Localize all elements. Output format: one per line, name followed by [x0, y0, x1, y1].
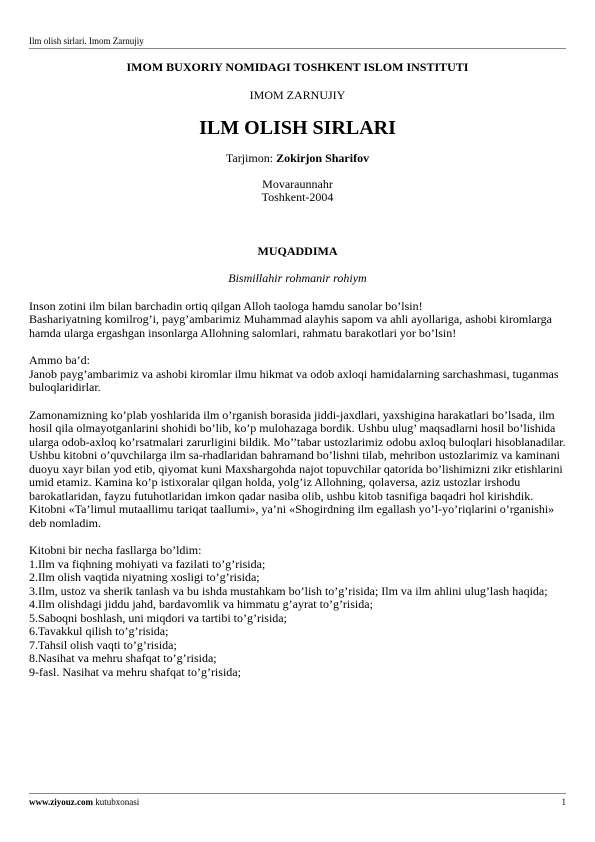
chapter-item: 2.Ilm olish vaqtida niyatning xosligi to’g’risida; [29, 570, 260, 584]
main-paragraph [29, 409, 566, 531]
chapter-item: 4.Ilm olishdagi jiddu jahd, bardavomlik va himmatu g’ayrat to’g’risida; [29, 597, 373, 611]
chapter-item: 8.Nasihat va mehru shafqat to’g’risida; [29, 651, 217, 665]
intro-line: Bashariyatning komilrog’i, payg’ambarimiz Muhammad alayhis sapom va ahli ayollariga, ashobi kiromlarga hamda ularga ergashgan insonlarga Allohning salomlari, rahmatu barakotlari yor bo’lsin! [29, 312, 552, 340]
header-divider [29, 48, 566, 49]
chapter-item: 7.Tahsil olish vaqti to’g’risida; [29, 637, 177, 652]
page-number: 1 [561, 797, 566, 807]
chapter-list [29, 544, 566, 679]
footer-site-suffix: kutubxonasi [93, 797, 140, 807]
chapter-item: 1.Ilm va fiqhning mohiyati va fazilati to’g’risida; [29, 556, 266, 571]
chapter-item: 5.Saboqni boshlash, uni miqdori va tartibi to’g’risida; [29, 610, 287, 625]
chapter-item: 3.Ilm, ustoz va sherik tanlash va bu ishda mustahkam bo’lish to’g’risida; Ilm va ilm ahlini ulug’lash haqida; [29, 583, 548, 598]
section-title: MUQADDIMA [257, 243, 338, 258]
translator-line [29, 152, 566, 166]
footer-divider [29, 793, 566, 794]
amma-line: Ammo ba’d: [29, 353, 90, 367]
author-name: IMOM ZARNUJIY [249, 87, 346, 102]
chapter-list-intro: Kitobni bir necha fasllarga bo’ldim: [29, 543, 202, 557]
city-year: Toshkent-2004 [261, 190, 334, 204]
running-header: Ilm olish sirlari. Imom Zarnujiy [29, 36, 144, 46]
intro-paragraph [29, 300, 566, 341]
institute-name: IMOM BUXORIY NOMIDAGI TOSHKENT ISLOM INSTITUTI [126, 60, 469, 74]
amma-line: Janob payg’ambarimiz va ashobi kiromlar ilmu hikmat va odob axloqi hamidalarning sarchashmasi, tuganmas buloqlaridirlar. [29, 366, 559, 394]
publisher: Movaraunnahr [262, 176, 333, 191]
intro-line: Inson zotini ilm bilan barchadin ortiq qilgan Alloh taologa hamdu sanolar bo’lsin! [29, 298, 423, 313]
chapter-item: 6.Tavakkul qilish to’g’risida; [29, 624, 169, 638]
basmala: Bismillahir rohmanir rohiym [228, 271, 367, 285]
footer-source [29, 797, 139, 807]
page-content [29, 61, 566, 679]
book-title: ILM OLISH SIRLARI [199, 117, 396, 139]
page-footer [29, 797, 566, 807]
translator-label: Tarjimon: [225, 151, 277, 165]
main-paragraph-text: Zamonamizning ko’plab yoshlarida ilm o’rganish borasida jiddi-jaxdlari, yaxshigina harakatlari bo’lsada, ilm hosil qila olmayotganlarini shohidi bo’lib, ko’p mulohazaga bordik. Ushbu ulug’ maqsadlarni hosil bo’lishida ularga odob-axloq ko’rsatmalari zarurligini bildik. Mo’’tabar ustozlarimiz odobu axloq buloqlari hisoblanadilar. Ushbu kitobni o’quvchilarga ilm sa-rhadlaridan bahramand bo’lishni tilab, mehribon ustozlarimiz va kaminani duoyu xayr bilan yod etib, qiyomat kuni Maxshargohda najot topuvchilar qatorida bo’lishimizni zikr etishlarini umid etamiz. Kamina ko’p istixoralar qilgan holda, yolg’iz Allohning, qolaversa, aziz ustozlar irshodu barokatlaridan, fayzu futuhotlaridan imkon qadar nasiba olib, ushbu kitob tasnifiga baqadri hol kirishdik. Kitobni «Ta’limul mutaallimu tariqat taallumi», ya’ni «Shogirdning ilm egallash yo’l-yo’riqlarini o’rganishi» deb nomladim. [29, 407, 566, 530]
amma-paragraph [29, 354, 566, 395]
translator-name: Zokirjon Sharifov [276, 151, 370, 165]
footer-site-link[interactable]: www.ziyouz.com [29, 797, 93, 807]
chapter-item: 9-fasl. Nasihat va mehru shafqat to’g’risida; [29, 664, 241, 679]
